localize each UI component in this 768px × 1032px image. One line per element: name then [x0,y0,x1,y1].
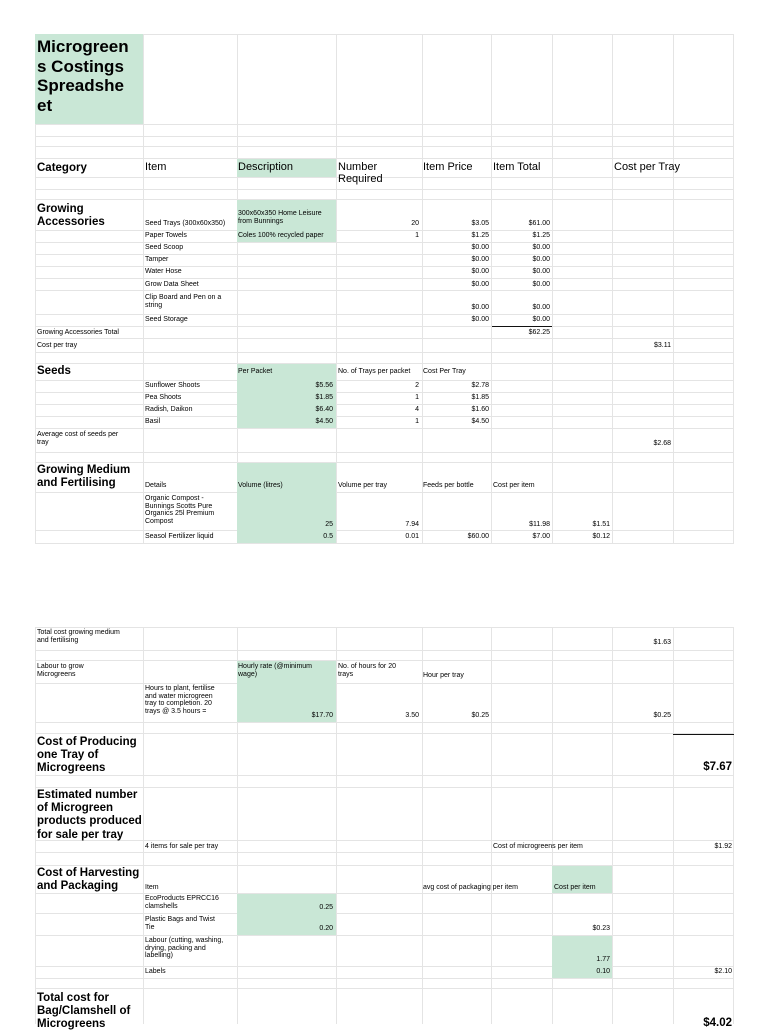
medium-row-cpi: $7.00 [532,533,550,540]
labour-col-hours: No. of hours for 20 trays [338,663,396,678]
page-title: Microgreen s Costings Spreadshe et [37,37,129,115]
harvest-label: Cost of Harvesting and Packaging [37,867,140,893]
harvest-col-cpi: Cost per item [554,884,596,891]
seed-row-cost: $1.60 [471,406,489,413]
ga-row-total: $1.25 [532,232,550,239]
harvest-col-item: Item [145,884,159,891]
harvest-row-item: EcoProducts EPRCC16 clamshells [145,895,219,910]
medium-col-volume: Volume (litres) [238,482,283,489]
ga-row-item: Seed Trays (300x60x350) [145,220,226,227]
medium-row-volume: 0.5 [323,533,333,540]
seeds-col-trays: No. of Trays per packet [338,368,411,375]
ga-row-item: Water Hose [145,268,182,275]
ga-row-total: $61.00 [528,220,550,227]
seed-row-cost: $4.50 [471,418,489,425]
ga-row-item: Grow Data Sheet [145,281,199,288]
estimated-cost-label: Cost of microgreens per item [493,843,583,850]
medium-row-vpt: 0.01 [405,533,419,540]
ga-row-item: Seed Storage [145,316,188,323]
volume-fill [237,463,336,543]
medium-col-feeds: Feeds per bottle [423,482,474,489]
labour-note: Hours to plant, fertilise and water microgreen tray to completion. 20 trays @ 3.5 hours = [145,685,215,716]
total-medium-label: Total cost growing medium and fertilising [37,629,120,644]
ga-row-price: $1.25 [471,232,489,239]
header-item: Item [145,161,167,173]
seed-row-per-packet: $1.85 [315,394,333,401]
ga-row-price: $0.00 [471,256,489,263]
labour-hpt: $0.25 [471,712,489,719]
harvest-row-cpi: 1.77 [596,956,610,963]
ga-row-price: $0.00 [471,281,489,288]
ga-row-qty: 20 [411,220,419,227]
estimated-label: Estimated number of Microgreen products produced for sale per tray [37,789,142,841]
ga-cpt-label: Cost per tray [37,342,78,349]
seeds-avg-value: $2.68 [653,440,671,447]
seed-row-item: Basil [145,418,161,425]
harvest-row-item: Labour (cutting, washing, drying, packing and labelling) [145,937,224,960]
labour-col-rate: Hourly rate (@minimum wage) [238,663,313,678]
seed-row-trays: 4 [415,406,419,413]
ga-row-item: Paper Towels [145,232,187,239]
header-number-required: Number Required [338,161,383,185]
ga-total-label: Growing Accessories Total [37,329,119,336]
estimated-cost-value: $1.92 [714,843,732,850]
seed-row-per-packet: $5.56 [315,382,333,389]
ga-row-total: $0.00 [532,304,550,311]
ga-row-item: Clip Board and Pen on a string [145,294,222,309]
estimated-items: 4 items for sale per tray [145,843,219,850]
ga-row-qty: 1 [415,232,419,239]
ga-row-item: Seed Scoop [145,244,184,251]
ga-row-total: $0.00 [532,316,550,323]
final-value: $4.02 [703,1017,732,1029]
labour-cpt: $0.25 [653,712,671,719]
seeds-label: Seeds [37,365,71,377]
seed-row-per-packet: $6.40 [315,406,333,413]
harvest-row-cpi: 0.10 [596,968,610,975]
one-tray-overline [673,734,734,735]
medium-row-details: Seasol Fertilizer liquid [145,533,214,540]
ga-row-description: Coles 100% recycled paper [238,232,324,239]
ga-row-total: $0.00 [532,244,550,251]
labour-col-hpt: Hour per tray [423,672,464,679]
header-item-total: Item Total [493,161,541,173]
header-category: Category [37,162,87,174]
seeds-avg-label: Average cost of seeds per tray [37,431,119,446]
harvest-row-item: Plastic Bags and Twist Tie [145,916,215,931]
harvest-total: $2.10 [714,968,732,975]
harvest-row-cpi: $0.23 [592,925,610,932]
harvest-row-value: 0.20 [319,925,333,932]
ga-row-total: $0.00 [532,256,550,263]
ga-row-item: Tamper [145,256,169,263]
labour-label: Labour to grow Microgreens [37,663,84,678]
seed-row-trays: 2 [415,382,419,389]
ga-row-total: $0.00 [532,281,550,288]
medium-row-vpt: 7.94 [405,521,419,528]
labour-hours: 3.50 [405,712,419,719]
total-medium-value: $1.63 [653,639,671,646]
medium-row-cpt: $0.12 [592,533,610,540]
medium-row-feeds: $60.00 [467,533,489,540]
medium-row-cpt: $1.51 [592,521,610,528]
cost-one-tray-value: $7.67 [703,761,732,773]
seed-row-cost: $2.78 [471,382,489,389]
ga-row-price: $0.00 [471,316,489,323]
seed-row-trays: 1 [415,418,419,425]
seed-row-item: Radish, Daikon [145,406,193,413]
ga-row-total: $0.00 [532,268,550,275]
final-label: Total cost for Bag/Clamshell of Microgreens [37,992,131,1031]
seed-row-item: Pea Shoots [145,394,182,401]
growing-accessories-label: Growing Accessories [37,203,105,229]
header-item-price: Item Price [423,161,473,173]
medium-label: Growing Medium and Fertilising [37,464,131,490]
harvest-row-item: Labels [145,968,166,975]
ga-cpt-value: $3.11 [654,342,671,349]
seed-row-per-packet: $4.50 [315,418,333,425]
ga-total-value: $62.25 [528,329,550,336]
ga-row-price: $3.05 [471,220,489,227]
cost-one-tray-label: Cost of Producing one Tray of Microgreens [37,736,137,775]
seed-row-cost: $1.85 [471,394,489,401]
seeds-col-cost: Cost Per Tray [423,368,466,375]
ga-row-price: $0.00 [471,304,489,311]
medium-col-details: Details [145,482,167,489]
header-description: Description [238,161,294,173]
ga-row-price: $0.00 [471,244,489,251]
medium-col-vpt: Volume per tray [338,482,388,489]
medium-row-cpi: $11.98 [529,521,550,528]
header-cost-per-tray: Cost per Tray [614,161,681,173]
ga-row-description: 300x60x350 Home Leisure from Bunnings [238,210,322,225]
ga-row-price: $0.00 [471,268,489,275]
medium-row-details: Organic Compost - Bunnings Scotts Pure Organics 25l Premium Compost [145,495,215,526]
seed-row-trays: 1 [415,394,419,401]
harvest-col-avg: avg cost of packaging per item [423,884,518,891]
seeds-col-per-packet: Per Packet [238,368,273,375]
medium-col-cpi: Cost per item [493,482,535,489]
seed-row-item: Sunflower Shoots [145,382,200,389]
harvest-row-value: 0.25 [319,904,333,911]
labour-rate: $17.70 [311,712,333,719]
medium-row-volume: 25 [325,521,333,528]
total-underline [492,326,552,327]
